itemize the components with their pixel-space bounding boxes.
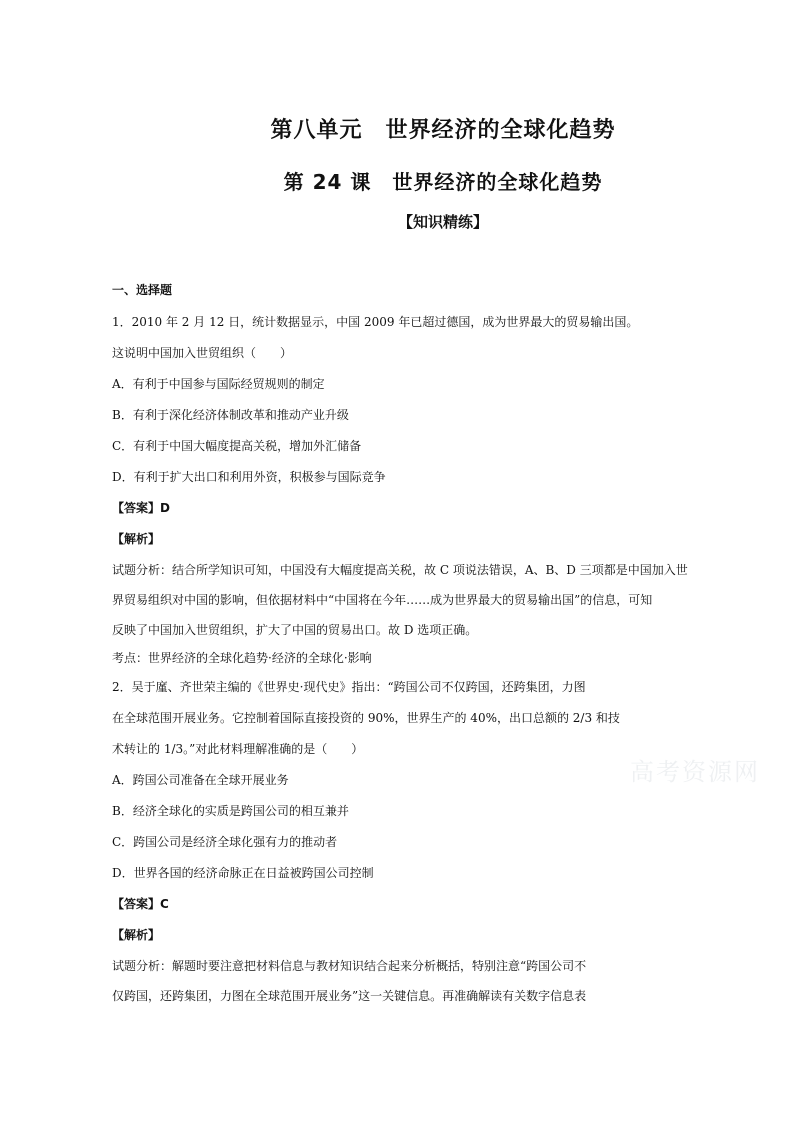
q2-analysis-line-1: 试题分析：解题时要注意把材料信息与教材知识结合起来分析概括，特别注意“跨国公司不 — [112, 959, 587, 973]
q1-option-d: D．有利于扩大出口和利用外资，积极参与国际竞争 — [112, 470, 386, 484]
unit-title: 第八单元 世界经济的全球化趋势 — [270, 118, 616, 143]
knowledge-practice-tag: 【知识精练】 — [397, 213, 488, 231]
q1-answer: 【答案】D — [112, 501, 170, 515]
q2-analysis-label: 【解析】 — [112, 928, 161, 942]
q1-stem-line-1: 1．2010 年 2 月 12 日，统计数据显示，中国 2009 年已超过德国，成为世界最大的贸易输出国。 — [112, 315, 639, 329]
question-1 — [112, 307, 772, 672]
q2-stem-line-2: 在全球范围开展业务。它控制着国际直接投资的 90%，世界生产的 40%，出口总额的 2/3 和技 — [112, 711, 620, 725]
q2-stem-line-1: 2．吴于廑、齐世荣主编的《世界史·现代史》指出：“跨国公司不仅跨国，还跨集团，力图 — [112, 680, 586, 694]
q1-analysis-line-2: 界贸易组织对中国的影响，但依据材料中“中国将在今年……成为世界最大的贸易输出国”的信息，可知 — [112, 593, 653, 607]
q1-option-a: A．有利于中国参与国际经贸规则的制定 — [112, 377, 325, 391]
q1-option-c: C．有利于中国大幅度提高关税，增加外汇储备 — [112, 439, 362, 453]
section-heading: 一、选择题 — [112, 283, 173, 297]
document-body — [112, 275, 772, 1011]
q2-option-d: D．世界各国的经济命脉正在日益被跨国公司控制 — [112, 866, 374, 880]
q1-analysis-line-3: 反映了中国加入世贸组织，扩大了中国的贸易出口。故 D 选项正确。 — [112, 623, 478, 637]
q1-analysis-label: 【解析】 — [112, 532, 161, 546]
q1-stem-line-2: 这说明中国加入世贸组织（ ） — [112, 346, 293, 360]
q2-option-a: A．跨国公司准备在全球开展业务 — [112, 773, 289, 787]
watermark-text: 高考资源网 — [630, 758, 760, 786]
q1-option-b: B．有利于深化经济体制改革和推动产业升级 — [112, 408, 349, 422]
question-2 — [112, 672, 772, 1011]
q1-test-point: 考点：世界经济的全球化趋势·经济的全球化·影响 — [112, 651, 372, 665]
q2-option-b: B．经济全球化的实质是跨国公司的相互兼并 — [112, 804, 349, 818]
q2-option-c: C．跨国公司是经济全球化强有力的推动者 — [112, 835, 338, 849]
q2-stem-line-3: 术转让的 1/3。”对此材料理解准确的是（ ） — [112, 742, 364, 756]
lesson-title: 第 24 课 世界经济的全球化趋势 — [283, 170, 603, 194]
q2-analysis-line-2: 仅跨国，还跨集团，力图在全球范围开展业务”这一关键信息。再准确解读有关数字信息表 — [112, 989, 587, 1003]
q1-analysis-line-1: 试题分析：结合所学知识可知，中国没有大幅度提高关税，故 C 项说法错误，A、B、D 三项都是中国加入世 — [112, 563, 688, 577]
q2-answer: 【答案】C — [112, 897, 169, 911]
